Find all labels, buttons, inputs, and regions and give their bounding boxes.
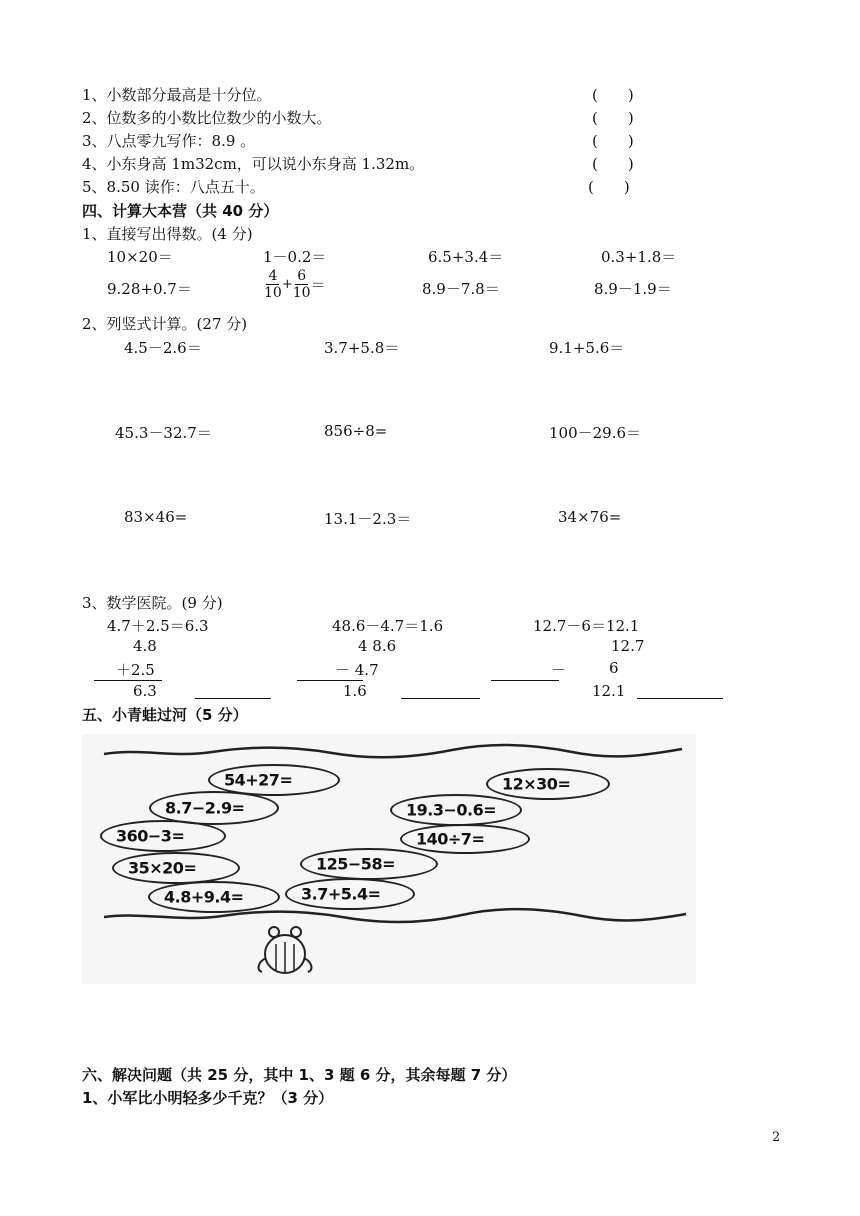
fraction-1 <box>264 268 282 301</box>
doctor-equation-3: 12.7－6＝12.1 <box>533 617 640 635</box>
page-number: 2 <box>772 1130 781 1145</box>
calc-rule <box>491 680 559 681</box>
lily-pad-label: 35×20= <box>128 858 197 878</box>
wrong-calc-operand: － <box>551 661 567 679</box>
problem-1: 1、小军比小明轻多少千克？（3 分） <box>82 1089 334 1107</box>
lily-pad[interactable] <box>148 881 280 913</box>
answer-paren-2[interactable]: ( ) <box>592 109 634 127</box>
lily-pad[interactable] <box>100 820 226 852</box>
wrong-calc-operand: ＋2.5 <box>116 661 155 679</box>
vertical-calc-item: 100－29.6＝ <box>549 424 642 442</box>
q2-title: 2、列竖式计算。(27 分) <box>82 315 248 333</box>
calc-item: 1－0.2＝ <box>263 248 327 266</box>
section-4-title: 四、计算大本营（共 40 分） <box>82 202 279 220</box>
section-5-title: 五、小青蛙过河（5 分） <box>82 706 248 724</box>
lily-pad-label: 19.3−0.6= <box>406 800 497 820</box>
doctor-equation-2: 48.6－4.7＝1.6 <box>332 617 444 635</box>
judge-item-5: 5、8.50 读作：八点五十。 <box>82 178 265 196</box>
correction-blank[interactable] <box>195 698 271 699</box>
q1-title: 1、直接写出得数。(4 分) <box>82 225 253 243</box>
answer-paren-5[interactable]: ( ) <box>588 178 630 196</box>
wrong-calc-top: 12.7 <box>611 637 645 655</box>
fraction-denominator: 10 <box>264 285 282 301</box>
answer-paren-4[interactable]: ( ) <box>592 155 634 173</box>
calc-item: 8.9－1.9＝ <box>594 280 672 298</box>
wrong-calc-operand: － 4.7 <box>335 661 379 679</box>
lily-pad-label: 4.8+9.4= <box>164 887 244 907</box>
calc-rule <box>94 680 162 681</box>
correction-blank[interactable] <box>401 698 480 699</box>
vertical-calc-item: 45.3－32.7＝ <box>115 424 212 442</box>
doctor-equation-1: 4.7＋2.5＝6.3 <box>107 617 209 635</box>
lily-pad-label: 125−58= <box>316 854 395 874</box>
calc-item: 9.28+0.7＝ <box>107 280 192 298</box>
lily-pad[interactable] <box>486 768 610 800</box>
vertical-calc-item: 83×46= <box>124 508 188 526</box>
lily-pad[interactable] <box>390 794 522 826</box>
plus-sign: + <box>281 277 293 292</box>
fraction-numerator: 6 <box>297 268 307 284</box>
lily-pad[interactable] <box>400 824 530 854</box>
wrong-calc-top: 4 8.6 <box>358 637 397 655</box>
frog-icon <box>250 924 320 976</box>
judge-item-2: 2、位数多的小数比位数少的小数大。 <box>82 109 332 127</box>
lily-pad-label: 54+27= <box>224 770 293 790</box>
vertical-calc-item: 13.1－2.3＝ <box>324 510 412 528</box>
vertical-calc-item: 34×76= <box>558 508 622 526</box>
fraction-numerator: 4 <box>268 268 278 284</box>
wrong-calc-result: 12.1 <box>592 682 626 700</box>
calc-item: 0.3+1.8＝ <box>601 248 677 266</box>
answer-paren-3[interactable]: ( ) <box>592 132 634 150</box>
judge-item-3: 3、八点零九写作：8.9 。 <box>82 132 256 150</box>
section-6-title: 六、解决问题（共 25 分，其中 1、3 题 6 分，其余每题 7 分） <box>82 1066 517 1084</box>
calc-item: 10×20＝ <box>107 248 173 266</box>
judge-item-4: 4、小东身高 1m32cm，可以说小东身高 1.32m。 <box>82 155 425 173</box>
wrong-calc-result: 6.3 <box>133 682 157 700</box>
calc-item: 6.5+3.4＝ <box>428 248 504 266</box>
vertical-calc-item: 9.1+5.6＝ <box>549 339 625 357</box>
answer-paren-1[interactable]: ( ) <box>592 86 634 104</box>
river-picture <box>82 734 696 984</box>
q3-title: 3、数学医院。(9 分) <box>82 594 223 612</box>
vertical-calc-item: 3.7+5.8＝ <box>324 339 400 357</box>
lily-pad[interactable] <box>285 878 415 910</box>
lily-pad[interactable] <box>112 852 240 884</box>
fraction-denominator: 10 <box>292 285 311 301</box>
lily-pad-label: 360−3= <box>116 826 185 846</box>
fraction-sum <box>264 268 326 301</box>
lily-pad-label: 8.7−2.9= <box>165 798 245 818</box>
fraction-2 <box>293 268 311 301</box>
wrong-calc-top: 4.8 <box>133 637 157 655</box>
calc-item: 8.9－7.8＝ <box>422 280 500 298</box>
wrong-calc-result: 1.6 <box>343 682 367 700</box>
vertical-calc-item: 4.5－2.6＝ <box>124 339 202 357</box>
lily-pad-label: 12×30= <box>502 774 571 794</box>
vertical-calc-item: 856÷8= <box>324 422 388 440</box>
judge-item-1: 1、小数部分最高是十分位。 <box>82 86 272 104</box>
wrong-calc-operand: 6 <box>609 659 619 677</box>
equals-sign: ＝ <box>310 276 326 294</box>
calc-rule <box>297 680 363 681</box>
lily-pad-label: 140÷7= <box>416 829 485 849</box>
lily-pad-label: 3.7+5.4= <box>301 884 381 904</box>
correction-blank[interactable] <box>637 698 723 699</box>
lily-pad[interactable] <box>300 848 438 880</box>
